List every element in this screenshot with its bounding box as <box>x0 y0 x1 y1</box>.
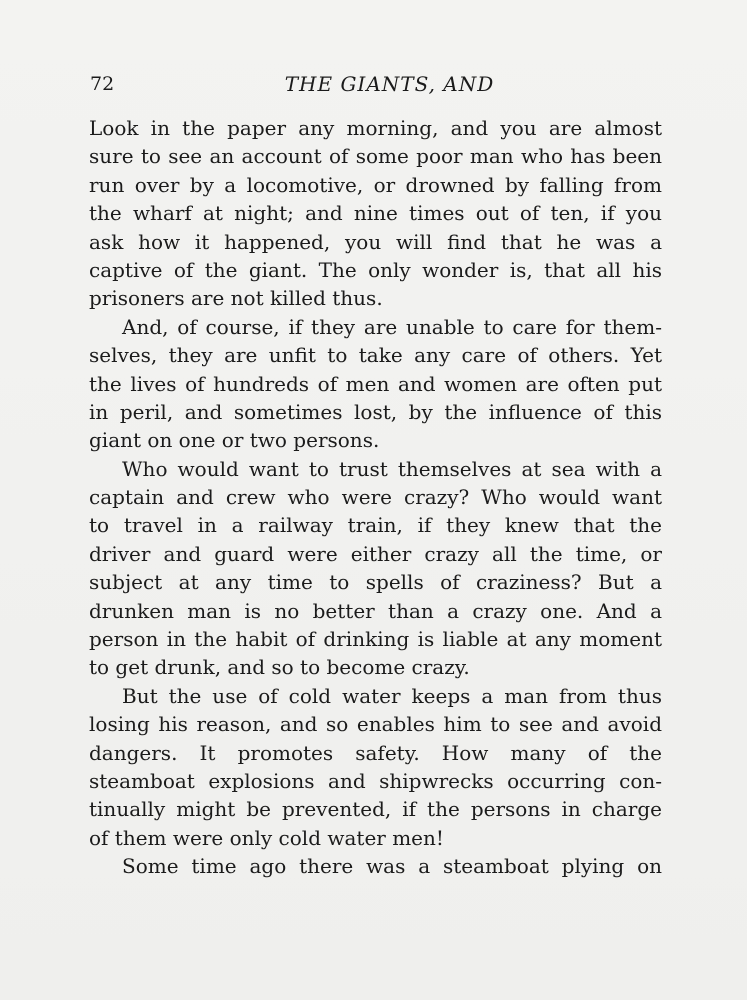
text-line: to travel in a railway train, if they knew that the <box>89 513 662 538</box>
text-line: dangers. It promotes safety. How many of the <box>89 740 662 765</box>
text-line: the lives of hundreds of men and women are often put <box>89 371 662 396</box>
text-line: run over by a locomotive, or drowned by falling from <box>89 172 662 197</box>
text-line: in peril, and sometimes lost, by the influence of this <box>89 399 662 424</box>
text-line: drunken man is no better than a crazy one. And a <box>89 598 662 623</box>
page-number: 72 <box>90 73 115 95</box>
text-line: tinually might be prevented, if the persons in charge <box>89 797 662 822</box>
body-text <box>89 114 662 881</box>
text-line: driver and guard were either crazy all the time, or <box>89 541 662 566</box>
paragraph-5 <box>89 852 662 880</box>
text-line: the wharf at night; and nine times out of ten, if you <box>89 201 662 226</box>
text-line: of them were only cold water men! <box>89 825 444 850</box>
text-line: person in the habit of drinking is liable at any moment <box>89 627 662 652</box>
text-line: subject at any time to spells of craziness? But a <box>89 570 662 595</box>
text-line: losing his reason, and so enables him to see and avoid <box>89 712 662 737</box>
text-line: captive of the giant. The only wonder is, that all his <box>89 257 662 282</box>
running-title: THE GIANTS, AND <box>284 72 495 96</box>
text-line: Some time ago there was a steamboat plying on <box>122 854 662 879</box>
text-line: captain and crew who were crazy? Who would want <box>89 485 662 510</box>
running-head <box>90 70 665 100</box>
paragraph-1 <box>89 114 662 313</box>
text-line: Look in the paper any morning, and you are almost <box>89 116 662 140</box>
text-line: selves, they are unfit to take any care of others. Yet <box>89 343 662 368</box>
text-line: Who would want to trust themselves at sea with a <box>122 456 662 481</box>
paragraph-3 <box>89 455 662 682</box>
text-line: steamboat explosions and shipwrecks occurring con- <box>89 768 662 793</box>
text-line: prisoners are not killed thus. <box>89 286 383 311</box>
paragraph-4 <box>89 682 662 852</box>
text-line: giant on one or two persons. <box>89 428 380 453</box>
text-line: And, of course, if they are unable to care for them- <box>122 314 662 339</box>
text-line: sure to see an account of some poor man who has been <box>89 144 662 169</box>
text-line: But the use of cold water keeps a man from thus <box>122 683 662 708</box>
text-line: ask how it happened, you will find that he was a <box>89 229 662 254</box>
paragraph-2 <box>89 313 662 455</box>
text-line: to get drunk, and so to become crazy. <box>89 655 470 680</box>
